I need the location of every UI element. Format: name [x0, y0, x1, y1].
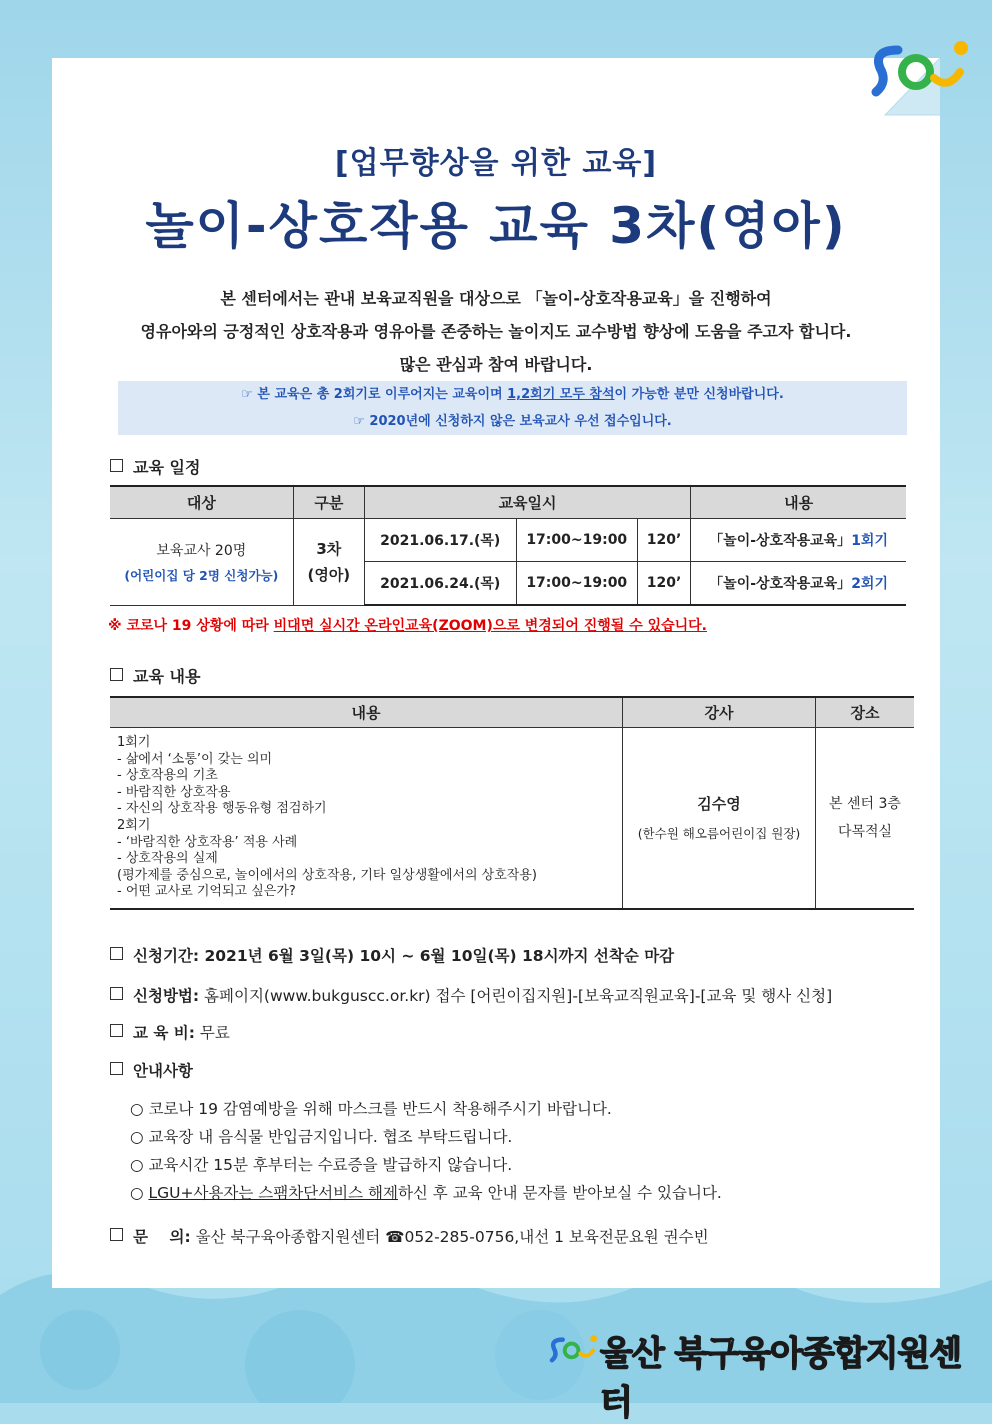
notes-list [130, 1095, 722, 1207]
content-text: 「놀이-상호작용교육」 [709, 533, 852, 549]
warning-underline: 비대면 실시간 온라인교육(ZOOM)으로 변경되어 진행될 수 있습니다. [273, 618, 707, 634]
warning-text: ※ 코로나 19 상황에 따라 [108, 618, 274, 634]
list-item: - 바람직한 상호작용 [117, 784, 231, 800]
session-sub: (영아) [307, 565, 351, 584]
contact-label: 문 의: [133, 1228, 191, 1246]
col-header: 내용 [691, 486, 906, 519]
list-item: 2회기 [117, 817, 151, 833]
intro-line: 본 센터에서는 관내 보육교직원을 대상으로 「놀이-상호작용교육」을 진행하여 [220, 289, 772, 308]
contact-value: 울산 북구육아종합지원센터 ☎052-285-0756,내선 1 보육전문요원 권수빈 [190, 1228, 709, 1246]
instructor-name: 김수영 [697, 795, 741, 814]
section-title: 교육 내용 [133, 667, 201, 686]
notice-text: 이 가능한 분만 신청바랍니다. [614, 387, 784, 402]
date-cell: 2021.06.24.(목) [364, 562, 516, 606]
contents-table [110, 696, 914, 910]
target-text: 보육교사 20명 [156, 542, 247, 559]
minutes-cell: 120’ [637, 562, 690, 606]
section-contents-heading [110, 664, 200, 687]
method-value: 홈페이지(www.bukguscc.or.kr) 접수 [어린이집지원]-[보육교직원교육]-[교육 및 행사 신청] [199, 987, 833, 1005]
checkbox-square-icon [110, 947, 123, 960]
content-cell [691, 562, 906, 606]
notice-text: ☞ 본 교육은 총 2회기로 이루어지는 교육이며 [241, 387, 508, 402]
round-text: 1회기 [851, 533, 888, 549]
list-item: - ‘바람직한 상호작용’ 적용 사례 [117, 834, 298, 850]
col-header: 강사 [623, 697, 816, 728]
list-item: - 삶에서 ‘소통’이 갖는 의미 [117, 751, 273, 767]
note-underline: LGU+사용자는 스팸차단서비스 해제 [148, 1184, 398, 1202]
checkbox-square-icon [110, 1228, 123, 1241]
notice-box [118, 381, 907, 435]
education-fee [110, 1021, 230, 1043]
time-cell: 17:00~19:00 [516, 562, 637, 606]
col-header: 장소 [816, 697, 915, 728]
notice-line [118, 381, 907, 408]
note-text: ○ [130, 1184, 149, 1202]
fee-value: 무료 [194, 1024, 230, 1042]
notes-heading-text: 안내사항 [133, 1062, 193, 1080]
brand-logo-icon [548, 1320, 602, 1374]
time-cell: 17:00~19:00 [516, 519, 637, 562]
list-item: - 자신의 상호작용 행동유형 점검하기 [117, 801, 327, 817]
place-text: 본 센터 3층 [829, 795, 901, 812]
list-item: 1회기 [117, 735, 151, 750]
intro-line: 많은 관심과 참여 바랍니다. [399, 355, 593, 374]
page-title: 놀이-상호작용 교육 3차(영아) [145, 197, 847, 255]
instructor-note: (한수원 해오름어린이집 원장) [637, 826, 801, 842]
content-list-cell [110, 728, 623, 909]
content-text: 「놀이-상호작용교육」 [709, 576, 852, 592]
section-title: 교육 일정 [133, 458, 201, 477]
covid-warning [108, 615, 707, 635]
list-item: - 어떤 교사로 기억되고 싶은가? [117, 884, 296, 900]
place-cell [816, 728, 915, 909]
col-header: 교육일시 [364, 486, 690, 519]
period-text: 신청기간: 2021년 6월 3일(목) 10시 ~ 6월 10일(목) 18시까지 선착순 마감 [133, 947, 675, 965]
application-period [110, 944, 674, 966]
checkbox-square-icon [110, 668, 123, 681]
target-note: (어린이집 당 2명 신청가능) [124, 567, 279, 583]
method-label: 신청방법: [133, 987, 200, 1005]
intro-line: 영유아와의 긍정적인 상호작용과 영유아를 존중하는 놀이지도 교수방법 향상에 도움을 주고자 합니다. [140, 322, 852, 341]
table-row [110, 519, 906, 562]
table-header-row [110, 697, 914, 728]
list-item: (평가제를 중심으로, 놀이에서의 상호작용, 기타 일상생활에서의 상호작용) [117, 867, 537, 883]
session-cell [293, 519, 364, 606]
session-text: 3차 [316, 539, 342, 558]
schedule-table [110, 485, 906, 606]
checkbox-square-icon [110, 1024, 123, 1037]
list-item: - 상호작용의 기초 [117, 768, 218, 784]
list-item: - 상호작용의 실제 [117, 851, 218, 867]
table-header-row [110, 486, 906, 519]
center-logo-icon [868, 30, 978, 100]
notice-line: ☞ 2020년에 신청하지 않은 보육교사 우선 접수입니다. [353, 414, 672, 429]
target-cell [110, 519, 293, 606]
note-item: ○ 교육시간 15분 후부터는 수료증을 발급하지 않습니다. [130, 1156, 513, 1174]
date-cell: 2021.06.17.(목) [364, 519, 516, 562]
col-header: 대상 [110, 486, 293, 519]
page-subtitle: [업무향상을 위한 교육] [334, 146, 658, 181]
checkbox-square-icon [110, 1062, 123, 1075]
brand-name: 울산 북구육아종합지원센터 [600, 1334, 962, 1423]
col-header: 내용 [110, 697, 623, 728]
col-header: 구분 [293, 486, 364, 519]
notice-underline: 1,2회기 모두 참석 [507, 387, 615, 402]
round-text: 2회기 [851, 576, 888, 592]
note-text: 하신 후 교육 안내 문자를 받아보실 수 있습니다. [397, 1184, 722, 1202]
note-item [130, 1179, 722, 1207]
fee-label: 교 육 비: [133, 1024, 195, 1042]
note-item: ○ 교육장 내 음식물 반입금지입니다. 협조 부탁드립니다. [130, 1128, 513, 1146]
content-list [111, 729, 621, 907]
contact-info [110, 1225, 709, 1247]
section-schedule-heading [110, 455, 200, 478]
instructor-cell [623, 728, 816, 909]
application-method [110, 984, 832, 1006]
table-row [110, 728, 914, 909]
notes-heading [110, 1059, 193, 1081]
place-text: 다목적실 [837, 823, 893, 840]
checkbox-square-icon [110, 459, 123, 472]
note-item: ○ 코로나 19 감염예방을 위해 마스크를 반드시 착용해주시기 바랍니다. [130, 1100, 612, 1118]
minutes-cell: 120’ [637, 519, 690, 562]
checkbox-square-icon [110, 987, 123, 1000]
intro-text [60, 282, 932, 381]
content-cell [691, 519, 906, 562]
